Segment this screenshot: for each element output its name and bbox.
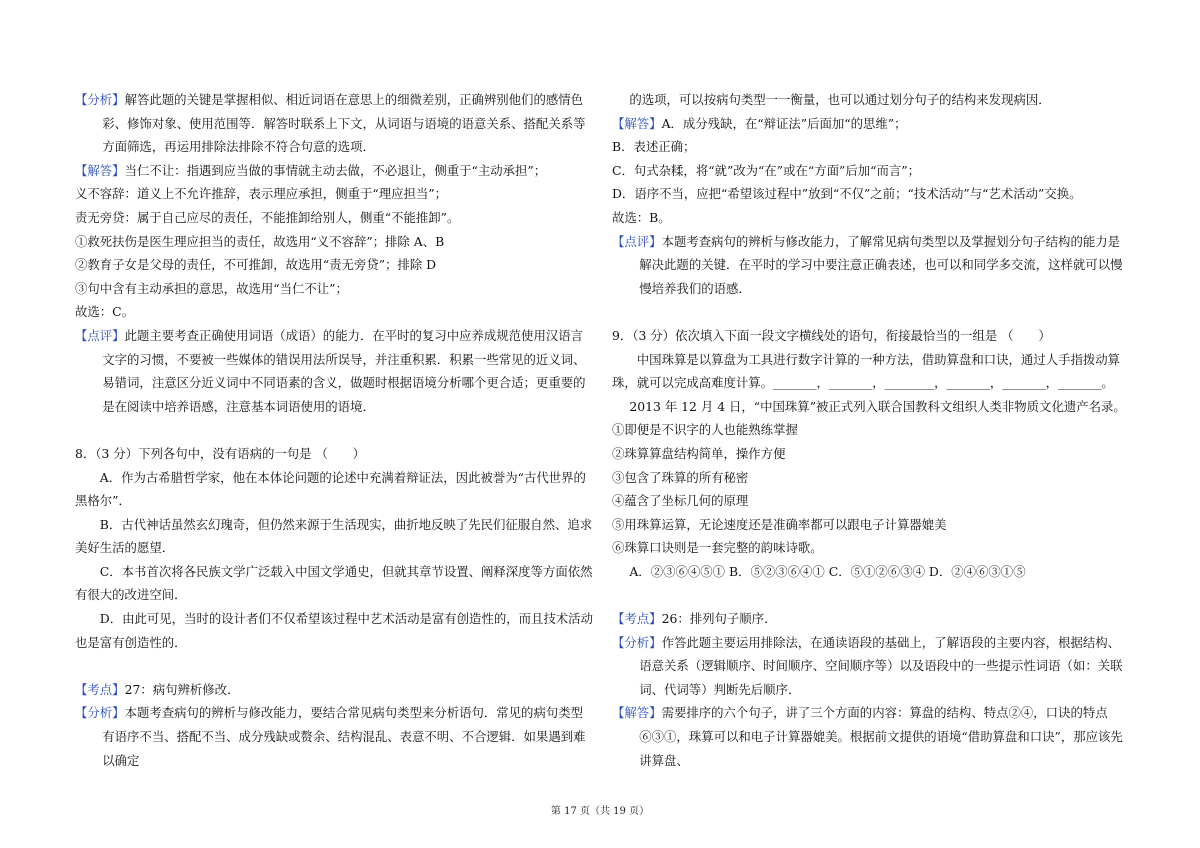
answer-line: ①救死扶伤是医生理应担当的责任，故选用“义不容辞”；排除 A、B [75, 233, 445, 249]
point-tag: 【考点】 [75, 681, 125, 697]
comment-tag: 【点评】 [612, 233, 662, 249]
question-8-option-d: D．由此可见，当时的设计者们不仅希望该过程中艺术活动是富有创造性的，而且技术活动也是富有创造性的． [75, 611, 593, 650]
point-tag: 【考点】 [612, 611, 662, 627]
q8-analysis-continued: 的选项，可以按病句类型一一衡量，也可以通过划分句子的结构来发现病因． [629, 92, 1051, 107]
answer-paragraph: 【解答】当仁不让：指遇到应当做的事情就主动去做，不必退让，侧重于“主动承担”； [75, 162, 547, 178]
question-8-option-b: B．古代神话虽然玄幻瑰奇，但仍然来源于生活现实，曲折地反映了先民们征服自然、追求美好生活的愿望． [75, 516, 593, 556]
question-9-passage-2: 2013 年 12 月 4 日，“中国珠算”被正式列入联合国教科文组织人类非物质文化遗产名录。 [629, 398, 1126, 414]
comment-paragraph: 【点评】此题主要考查正确使用词语（成语）的能力．在平时的复习中应养成规范使用汉语言文字的习惯，不要被一些媒体的错误用法所误导，并注重积累．积累一些常见的近义词、易错词，注意区分近义词中不同语素的含义，做题时根据语境分析哪个更合适；更重要的是在阅读中培养语感，注意基本词语使用的语境． [75, 327, 586, 414]
answer-line: C．句式杂糅，将“就”改为“在”或在“方面”后加“而言”； [612, 162, 920, 178]
question-9-passage: 中国珠算是以算盘为工具进行数字计算的一种方法，借助算盘和口诀，通过人手指拨动算珠，就可以完成高难度计算。_______，_______，________，_______，_______，_______。 [612, 351, 1121, 391]
answer-line: 故选：B。 [612, 209, 671, 225]
left-column [75, 88, 595, 772]
answer-line: B．表述正确； [612, 139, 696, 155]
question-9-item: ⑤用珠算运算，无论速度还是准确率都可以跟电子计算器媲美 [612, 516, 947, 532]
answer-tag: 【解答】 [612, 705, 662, 721]
question-8-stem: 8．（3 分）下列各句中，没有语病的一句是 （ ） [75, 445, 366, 461]
q8-point: 【考点】27：病句辨析修改． [75, 681, 240, 697]
answer-line: ②教育子女是父母的责任，不可推卸，故选用“责无旁贷”；排除 D [75, 257, 437, 273]
question-9-item: ②珠算算盘结构简单，操作方便 [612, 445, 786, 461]
q8-answer: 【解答】A．成分残缺，在“辩证法”后面加“的思维”； [612, 115, 907, 131]
question-9-options: A．②③⑥④⑤① B．⑤②③⑥④① C．⑤①②⑥③④ D．②④⑥③①⑤ [629, 563, 1026, 579]
answer-tag: 【解答】 [612, 115, 662, 131]
analysis-tag: 【分析】 [612, 634, 662, 650]
question-8-option-a: A．作为古希腊哲学家，他在本体论问题的论述中充满着辩证法，因此被誉为“古代世界的黑格尔”． [75, 469, 586, 509]
q9-analysis: 【分析】作答此题主要运用排除法，在通读语段的基础上，了解语段的主要内容，根据结构、语意关系（逻辑顺序、时间顺序、空间顺序等）以及语段中的一些提示性词语（如：关联词、代词等）判断先后顺序． [612, 634, 1123, 697]
q9-answer: 【解答】需要排序的六个句子，讲了三个方面的内容：算盘的结构、特点②④，口诀的特点⑥③①，珠算可以和电子计算器媲美。根据前文提供的语境“借助算盘和口诀”，那应该先讲算盘、 [612, 705, 1123, 768]
answer-line: 故选：C。 [75, 304, 135, 320]
analysis-paragraph: 【分析】解答此题的关键是掌握相似、相近词语在意思上的细微差别，正确辨别他们的感情色彩、修饰对象、使用范围等．解答时联系上下文，从词语与语境的语意关系、搭配关系等方面筛选，再运用排除法排除不符合句意的选项． [75, 92, 586, 155]
q9-point: 【考点】26：排列句子顺序． [612, 611, 777, 627]
answer-line: 责无旁贷：属于自己应尽的责任，不能推卸给别人，侧重“不能推卸”。 [75, 209, 460, 225]
analysis-tag: 【分析】 [75, 705, 125, 721]
q8-analysis: 【分析】本题考查病句的辨析与修改能力，要结合常见病句类型来分析语句．常见的病句类型有语序不当、搭配不当、成分残缺或赘余、结构混乱、表意不明、不合逻辑．如果遇到难以确定 [75, 705, 586, 768]
question-9-item: ③包含了珠算的所有秘密 [612, 469, 749, 485]
answer-line: 义不容辞：道义上不允许推辞，表示理应承担，侧重于“理应担当”； [75, 186, 447, 202]
analysis-tag: 【分析】 [75, 92, 125, 107]
answer-line: D．语序不当，应把“希望该过程中”放到“不仅”之前；“技术活动”与“艺术活动”交换。 [612, 186, 1082, 202]
answer-line: ③句中含有主动承担的意思，故选用“当仁不让”； [75, 280, 348, 296]
answer-tag: 【解答】 [75, 162, 125, 178]
question-9-item: ④蕴含了坐标几何的原理 [612, 493, 749, 509]
comment-tag: 【点评】 [75, 327, 125, 343]
question-9-item: ⑥珠算口诀则是一套完整的韵味诗歌。 [612, 540, 823, 556]
right-column [612, 88, 1130, 772]
question-9-stem: 9．（3 分）依次填入下面一段文字横线处的语句，衔接最恰当的一组是 （ ） [612, 327, 1051, 343]
question-8-option-c: C．本书首次将各民族文学广泛载入中国文学通史，但就其章节设置、阐释深度等方面依然有很大的改进空间． [75, 563, 593, 603]
question-9-item: ①即便是不识字的人也能熟练掌握 [612, 422, 798, 438]
q8-comment: 【点评】本题考查病句的辨析与修改能力，了解常见病句类型以及掌握划分句子结构的能力是解决此题的关键．在平时的学习中要注意正确表述，也可以和同学多交流，这样就可以慢慢培养我们的语感． [612, 233, 1123, 296]
page-footer: 第 17 页（共 19 页） [550, 806, 650, 817]
